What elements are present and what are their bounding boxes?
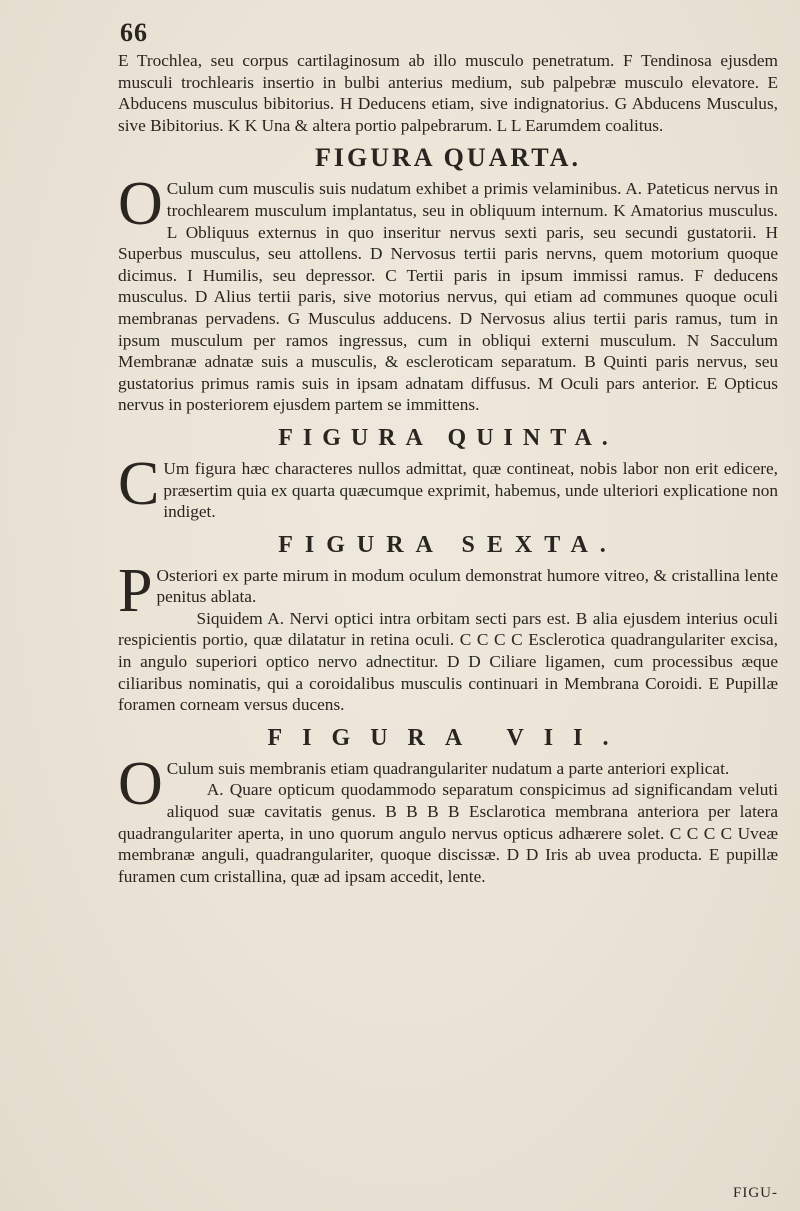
paragraph-text: Culum suis membranis etiam quadrangulariter nudatum a parte anteriori explicat. xyxy=(166,758,730,778)
catchword: FIGU- xyxy=(733,1185,778,1201)
drop-capital: C xyxy=(118,449,160,518)
heading-figura-quarta: FIGURA QUARTA. xyxy=(315,143,581,173)
paragraph-septima xyxy=(118,749,778,818)
paragraph-sexta xyxy=(118,556,778,625)
paragraph-text: Osteriori ex parte mirum in modum oculum demonstrat humore vitreo, & cristallina lente penitus ablata. xyxy=(156,565,778,607)
drop-capital: O xyxy=(118,749,163,818)
page-number: 66 xyxy=(120,18,148,47)
heading-figura-quinta: FIGURA QUINTA. xyxy=(278,424,618,451)
paragraph-quarta xyxy=(118,170,778,416)
paragraph-septima-2: A. Quare opticum quodammodo separatum conspicimus ad significandam veluti aliquod suæ cavitatis genus. B B B B Esclarotica membrana anteriora per latera quadrangulariter aperta, in uno quorum angulo nervus opticus adhærere solet. C C C C Uveæ membranæ anguli, quadrangulariter, quoque discissæ. D D Iris ab uvea producta. E pupillæ furamen cum cristallina, quæ ad ipsam accedit, lente. xyxy=(118,780,778,886)
drop-capital: O xyxy=(118,170,163,239)
paragraph-text: Culum cum musculis suis nudatum exhibet a primis velaminibus. A. Pateticus nervus in trochlearem musculum implantatus, seu in obliquum internum. K Amatorius musculus. L Obliquus externus in quo inseritur nervus sexti paris, seu secundi gustatorii. H Superbus musculus, seu attollens. D Nervosus tertii paris nervns, quem motorium quoque dicimus. I Humilis, seu depressor. C Tertii paris in ipsum immissi ramus. F deducens musculus. D Alius tertii paris, sive motorius nervus, qui etiam ad communes quoque oculi membranas pervadens. G Musculus adducens. D Nervosus alius tertii paris ramus, tum in ipsum musculum per ramos ingressus, cum in obliqui externi musculum. N Sacculum Membranæ adnatæ suis a musculis, & escleroticam separatum. B Quinti paris nervus, seu gustatorius primus ramis suis in ipsam adnatam diffusus. M Oculi pars anterior. E Opticus nervus in posteriorem ejusdem partem se immittens. xyxy=(118,179,778,415)
intro-paragraph: E Trochlea, seu corpus cartilaginosum ab illo musculo penetratum. F Tendinosa ejusdem musculi trochlearis insertio in bulbi anterius medium, sub palpebræ musculo elevatore. E Abducens musculus bibitorius. H Deducens etiam, sive indignatorius. G Abducens Musculus, sive Bibitorius. K K Una & altera portio palpebrarum. L L Earumdem coalitus. xyxy=(118,51,778,135)
paragraph-sexta-2: Siquidem A. Nervi optici intra orbitam secti pars est. B alia ejusdem interius oculi respicientis portio, quæ dilatatur in retina oculi. C C C C Esclerotica quadrangulariter excisa, in angulo superiori optico nervo adnectitur. D D Ciliare ligamen, cum processibus æque ciliaribus nominatis, qui a coroidalibus musculis continuari in Membrana Coroidi. E Pupillæ foramen corneam versus ducens. xyxy=(118,608,778,715)
section-quarta xyxy=(118,170,778,416)
paragraph-text: Um figura hæc characteres nullos admittat, quæ contineat, nobis labor non erit edicere, præsertim quia ex quarta quæcumque exprimit, habemus, unde ulteriori explicatione non indiget. xyxy=(163,458,778,522)
section-septima xyxy=(118,749,778,888)
section-sexta xyxy=(118,556,778,716)
paragraph-quinta xyxy=(118,449,778,523)
heading-figura-septima: FIGURA VII. xyxy=(267,724,629,751)
page-body xyxy=(118,50,778,887)
drop-capital: P xyxy=(118,556,153,625)
section-quinta xyxy=(118,449,778,523)
heading-figura-sexta: FIGURA SEXTA. xyxy=(278,531,618,558)
